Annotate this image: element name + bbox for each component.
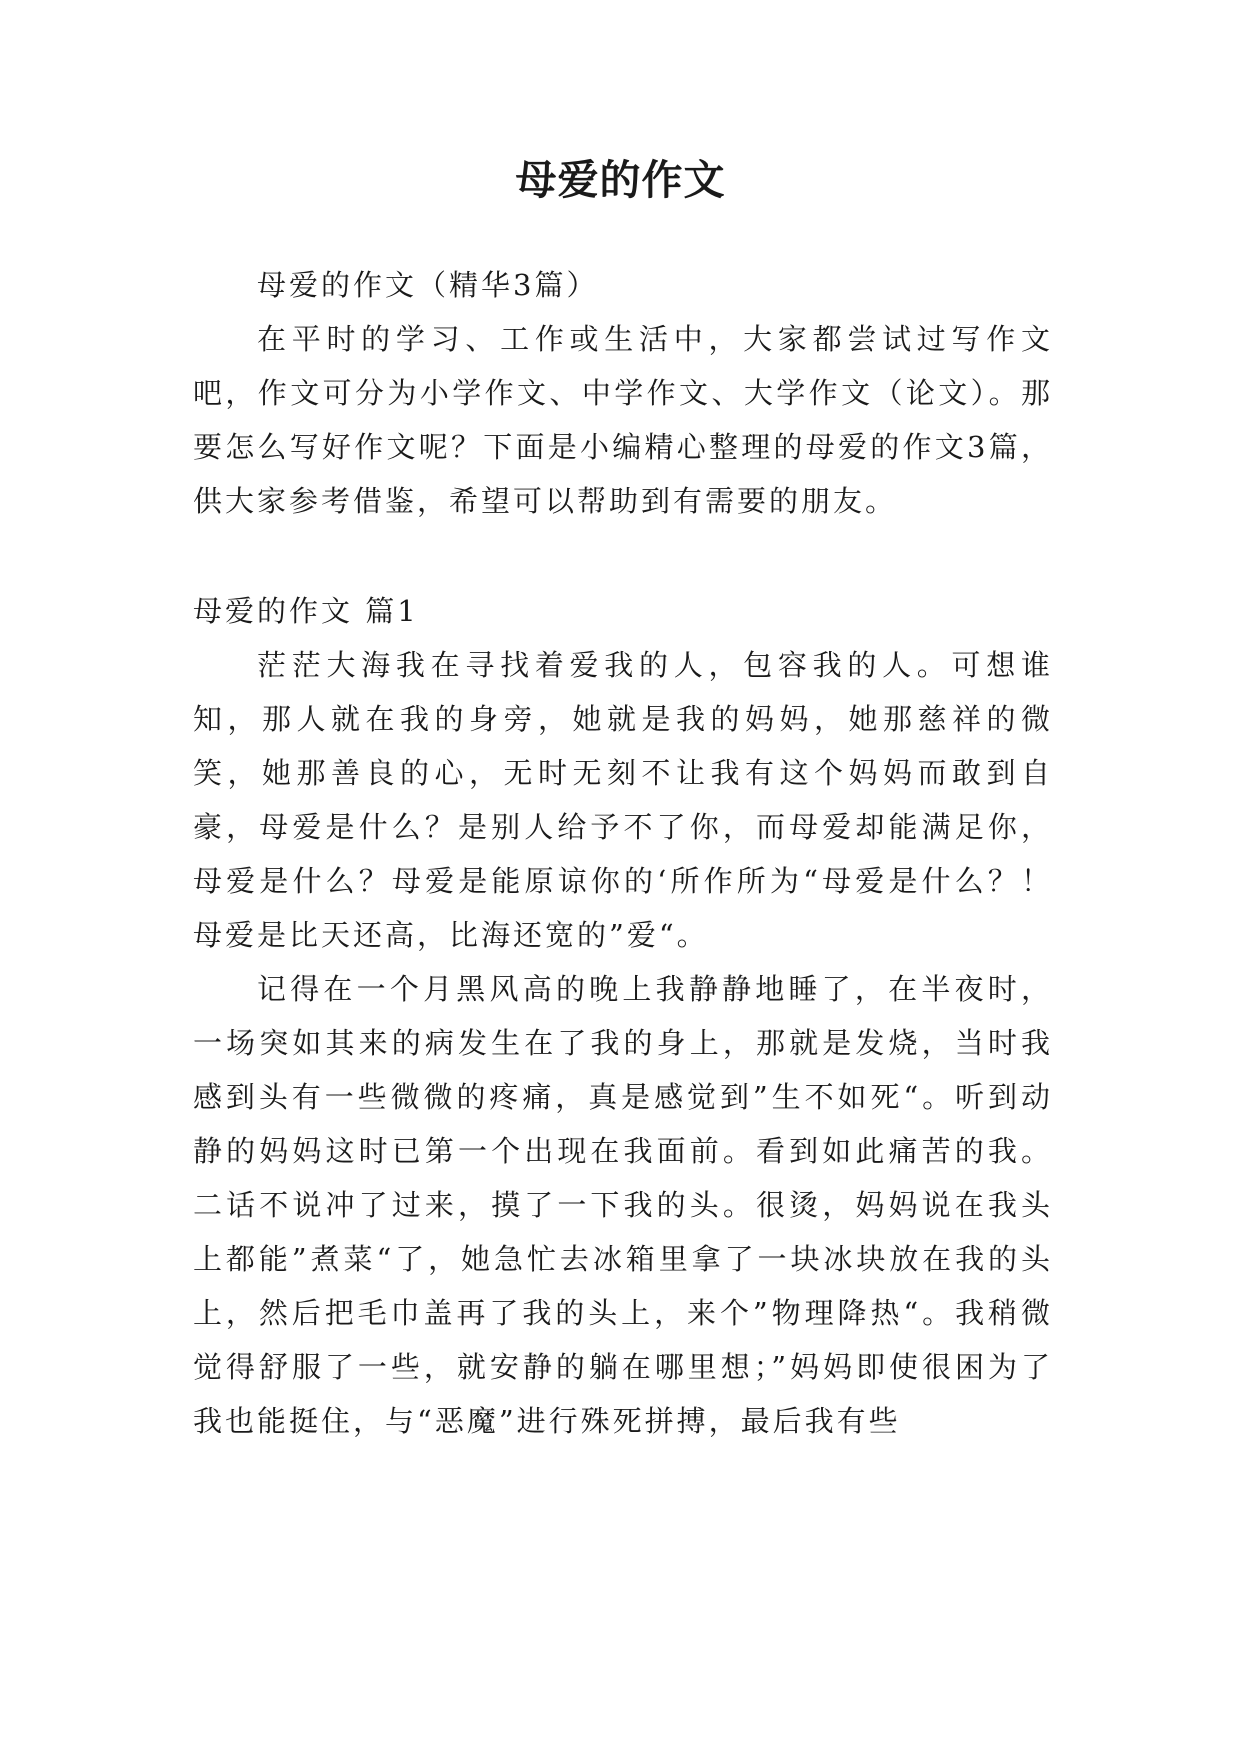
body-paragraph-1: 茫茫大海我在寻找着爱我的人，包容我的人。可想谁知，那人就在我的身旁，她就是我的妈妈，她那慈祥的微笑，她那善良的心，无时无刻不让我有这个妈妈而敢到自豪，母爱是什么？是别人给予不了你，而母爱却能满足你，母爱是什么？母爱是能原谅你的‘所作所为“母爱是什么？！母爱是比天还高，比海还宽的”爱“。 — [193, 648, 1053, 952]
document-subtitle: 母爱的作文（精华3篇） — [257, 268, 599, 302]
section-heading: 母爱的作文 篇1 — [193, 594, 419, 628]
document-body — [193, 258, 1053, 1448]
body-paragraph-2: 记得在一个月黑风高的晚上我静静地睡了，在半夜时，一场突如其来的病发生在了我的身上，那就是发烧，当时我感到头有一些微微的疼痛，真是感觉到”生不如死“。听到动静的妈妈这时已第一个出现在我面前。看到如此痛苦的我。二话不说冲了过来，摸了一下我的头。很烫，妈妈说在我头上都能”煮菜“了，她急忙去冰箱里拿了一块冰块放在我的头上，然后把毛巾盖再了我的头上，来个”物理降热“。我稍微觉得舒服了一些，就安静的躺在哪里想；”妈妈即使很困为了我也能挺住，与“恶魔”进行殊死拼搏，最后我有些 — [193, 972, 1053, 1438]
document-title: 母爱的作文 — [515, 156, 726, 204]
intro-paragraph: 在平时的学习、工作或生活中，大家都尝试过写作文吧，作文可分为小学作文、中学作文、大学作文（论文）。那要怎么写好作文呢？下面是小编精心整理的母爱的作文3篇，供大家参考借鉴，希望可以帮助到有需要的朋友。 — [193, 322, 1053, 518]
